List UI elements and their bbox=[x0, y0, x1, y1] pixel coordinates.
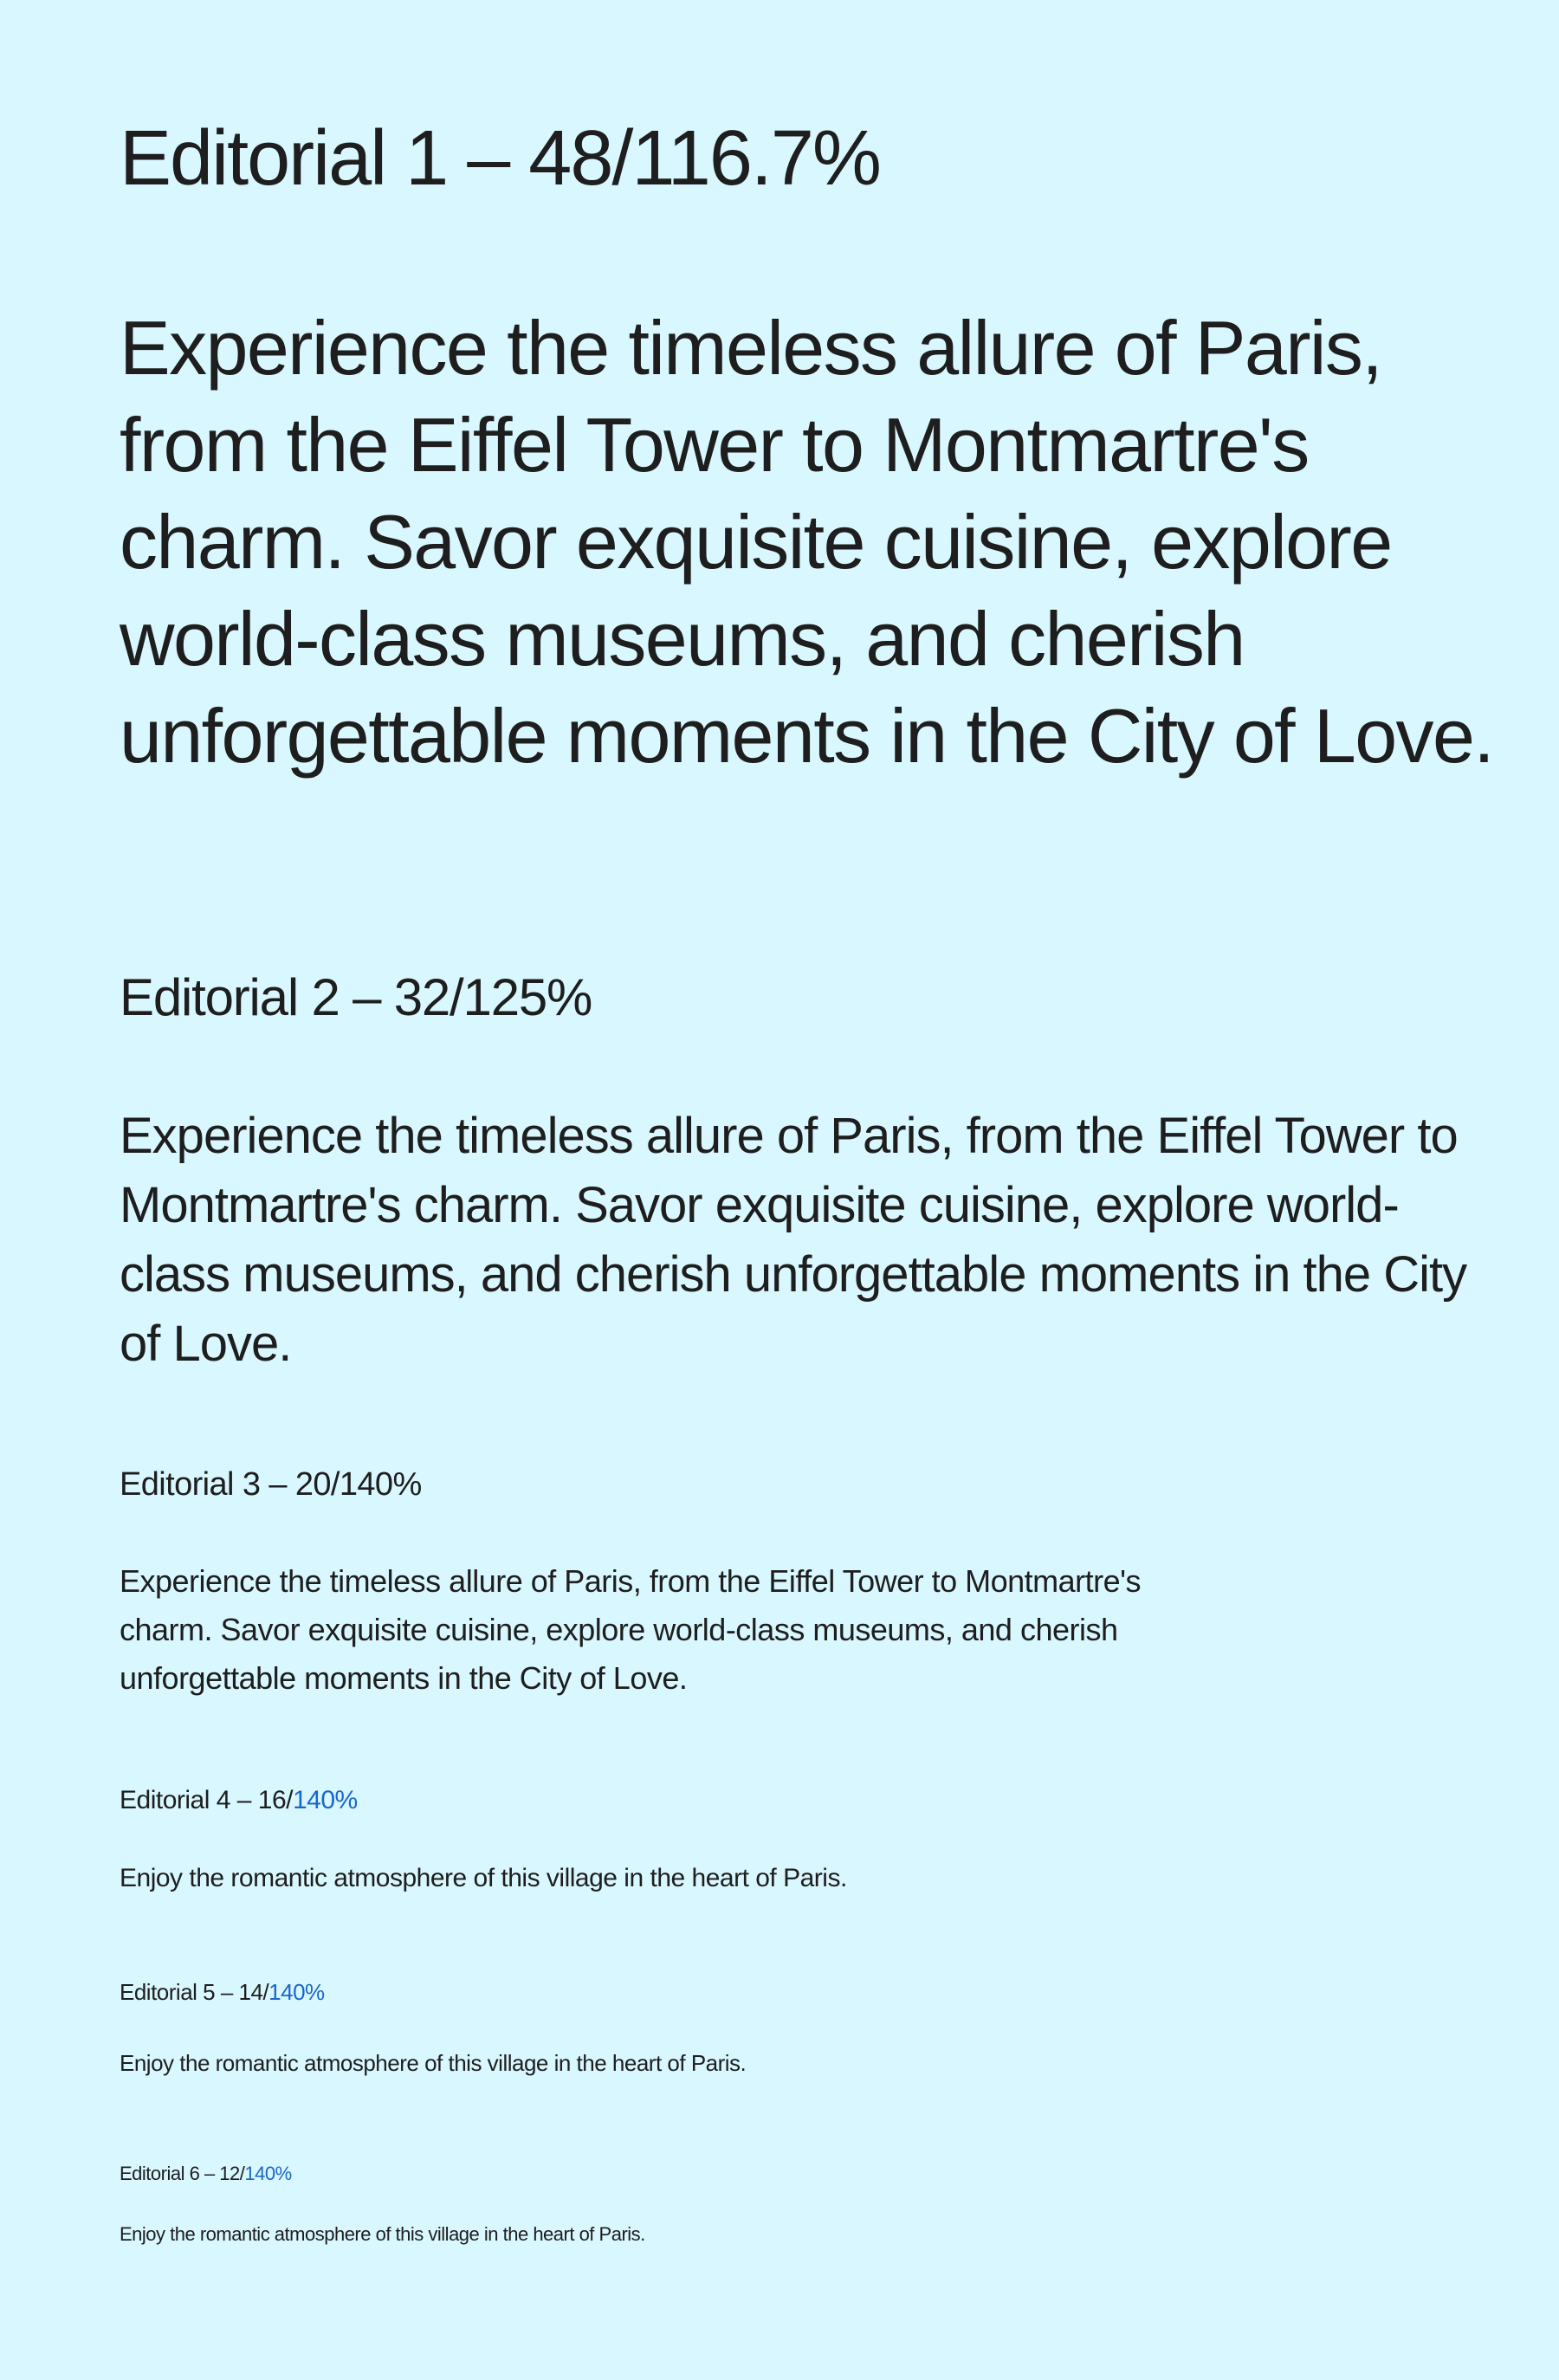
editorial-4-line-height-value: 140% bbox=[292, 1786, 358, 1814]
editorial-1-sample-text: Experience the timeless allure of Paris, from the Eiffel Tower to Montmartre's charm. Savor exquisite cuisine, explore world-class museums, and cherish unforgettable moments in the City of Love. bbox=[120, 305, 1494, 779]
editorial-5-line-height-value: 140% bbox=[268, 1979, 325, 2005]
editorial-6-line-height-value: 140% bbox=[244, 2163, 292, 2184]
editorial-4-label bbox=[120, 1782, 358, 1819]
editorial-2-label: Editorial 2 – 32/125% bbox=[120, 968, 592, 1026]
editorial-5-label-prefix: Editorial 5 – 14/ bbox=[120, 1979, 269, 2005]
editorial-6-sample-text: Enjoy the romantic atmosphere of this village in the heart of Paris. bbox=[120, 2223, 645, 2245]
editorial-5-sample-text: Enjoy the romantic atmosphere of this village in the heart of Paris. bbox=[120, 2050, 747, 2076]
editorial-2-sample-text: Experience the timeless allure of Paris, from the Eiffel Tower to Montmartre's charm. Savor exquisite cuisine, explore world-class museums, and cherish unforgettable moments in the City of Love. bbox=[120, 1108, 1467, 1372]
editorial-4-label-prefix: Editorial 4 – 16/ bbox=[120, 1786, 293, 1814]
editorial-5-label bbox=[120, 1976, 325, 2008]
editorial-6-label bbox=[120, 2160, 292, 2188]
editorial-3-sample-text: Experience the timeless allure of Paris, from the Eiffel Tower to Montmartre's charm. Savor exquisite cuisine, explore world-class museums, and cherish unforgettable moments in the City of Love. bbox=[120, 1563, 1142, 1696]
editorial-6-label-prefix: Editorial 6 – 12/ bbox=[120, 2163, 245, 2184]
editorial-1-label: Editorial 1 – 48/116.7% bbox=[120, 115, 880, 202]
editorial-4-sample-text: Enjoy the romantic atmosphere of this village in the heart of Paris. bbox=[120, 1864, 847, 1892]
editorial-3-label: Editorial 3 – 20/140% bbox=[120, 1466, 422, 1503]
